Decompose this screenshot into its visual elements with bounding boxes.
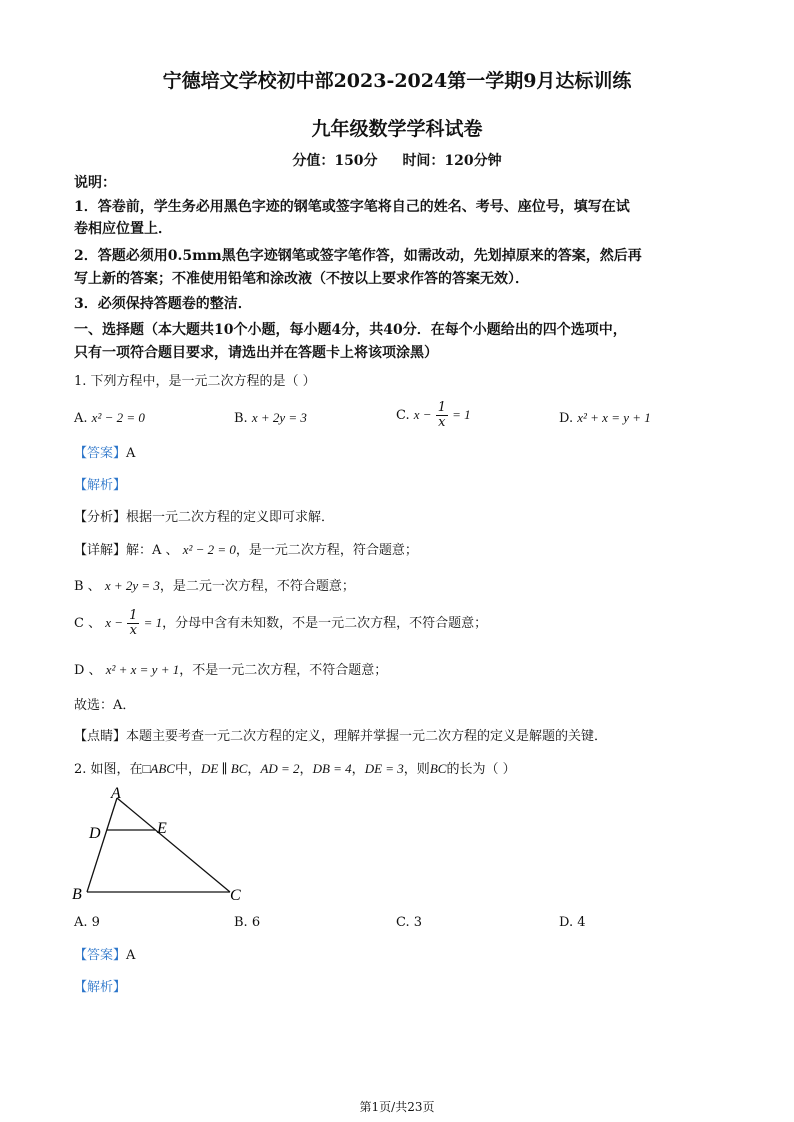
q2-option-d: D. 4: [559, 915, 586, 930]
q1-option-d: D. x² + x = y + 1: [559, 410, 651, 426]
q2-stem: 2. 如图，在□ABC中，DE ∥ BC，AD = 2，DB = 4，DE = 3，则BC的长为（ ）: [74, 761, 516, 777]
label-d: D: [89, 825, 101, 842]
exam-meta: [0, 150, 794, 170]
triangle-figure: [66, 780, 256, 908]
q1-detail-d: D 、 x² + x = y + 1，不是一元二次方程，不符合题意；: [74, 662, 388, 678]
instruction-1: 1．答卷前，学生务必用黑色字迹的钢笔或签字笔将自己的姓名、考号、座位号，填写在试: [74, 199, 630, 215]
q2-answer: 【答案】A: [74, 948, 136, 963]
side-ab: [87, 798, 117, 892]
label-e: E: [157, 820, 167, 837]
q1-option-a: A. x² − 2 = 0: [74, 410, 145, 426]
q2-analysis-tag: 【解析】: [74, 980, 127, 995]
instruction-2: 2．答题必须用0.5mm黑色字迹钢笔或签字笔作答，如需改动，先划掉原来的答案，然后再: [74, 248, 642, 264]
instructions-heading: 说明：: [74, 175, 116, 191]
q1-choose: 故选：A．: [74, 698, 136, 713]
score-text: 分值：150分: [292, 153, 378, 169]
time-text: 时间：120分钟: [402, 153, 502, 169]
q1-option-b-expr: x + 2y = 3: [251, 410, 307, 425]
q1-option-a-expr: x² − 2 = 0: [91, 410, 145, 425]
q1-point: 【点睛】本题主要考查一元二次方程的定义，理解并掌握一元二次方程的定义是解题的关键．: [74, 729, 608, 744]
side-ac: [117, 798, 230, 892]
exam-title: 宁德培文学校初中部2023-2024第一学期9月达标训练: [162, 70, 632, 92]
instruction-2b: 写上新的答案；不准使用铅笔和涂改液（不按以上要求作答的答案无效）．: [74, 271, 529, 287]
label-c: C: [230, 887, 241, 904]
label-b: B: [72, 886, 82, 903]
section1-line1: 一、选择题（本大题共10个小题，每小题4分，共40分．在每个小题给出的四个选项中，: [74, 322, 627, 338]
q2-option-c: C. 3: [396, 915, 423, 930]
exam-subtitle: 九年级数学学科试卷: [311, 118, 483, 140]
q2-option-a: A. 9: [74, 915, 100, 930]
instruction-3: 3．必须保持答题卷的整洁．: [74, 296, 252, 312]
q1-detail-a: 【详解】解：A 、 x² − 2 = 0，是一元二次方程，符合题意；: [74, 542, 418, 558]
q1-answer: 【答案】A: [74, 446, 136, 461]
q1-stem: 1. 下列方程中，是一元二次方程的是（ ）: [74, 374, 316, 389]
section1-line2: 只有一项符合题目要求，请选出并在答题卡上将该项涂黑）: [74, 345, 438, 361]
q1-analysis-tag: 【解析】: [74, 478, 127, 493]
q1-option-d-expr: x² + x = y + 1: [577, 410, 651, 425]
q1-detail-c: C 、 x − $\frac{1}{x}$ = 1，分母中含有未知数，不是一元二次方程，不符合题意；: [74, 608, 488, 638]
q2-option-b: B. 6: [234, 915, 261, 930]
instruction-1b: 卷相应位置上．: [74, 221, 172, 237]
page-footer: 第1页/共23页: [359, 1100, 435, 1114]
q1-option-c-fraction: $\frac{1}{x}$: [437, 400, 446, 430]
q1-detail-b: B 、 x + 2y = 3，是二元一次方程，不符合题意；: [74, 578, 355, 594]
label-a: A: [111, 785, 121, 802]
q1-fenxi: 【分析】根据一元二次方程的定义即可求解．: [74, 510, 335, 525]
q1-option-b: B. x + 2y = 3: [234, 410, 307, 426]
q1-option-c: C. x − $\frac{1}{x}$ = 1: [396, 400, 471, 430]
